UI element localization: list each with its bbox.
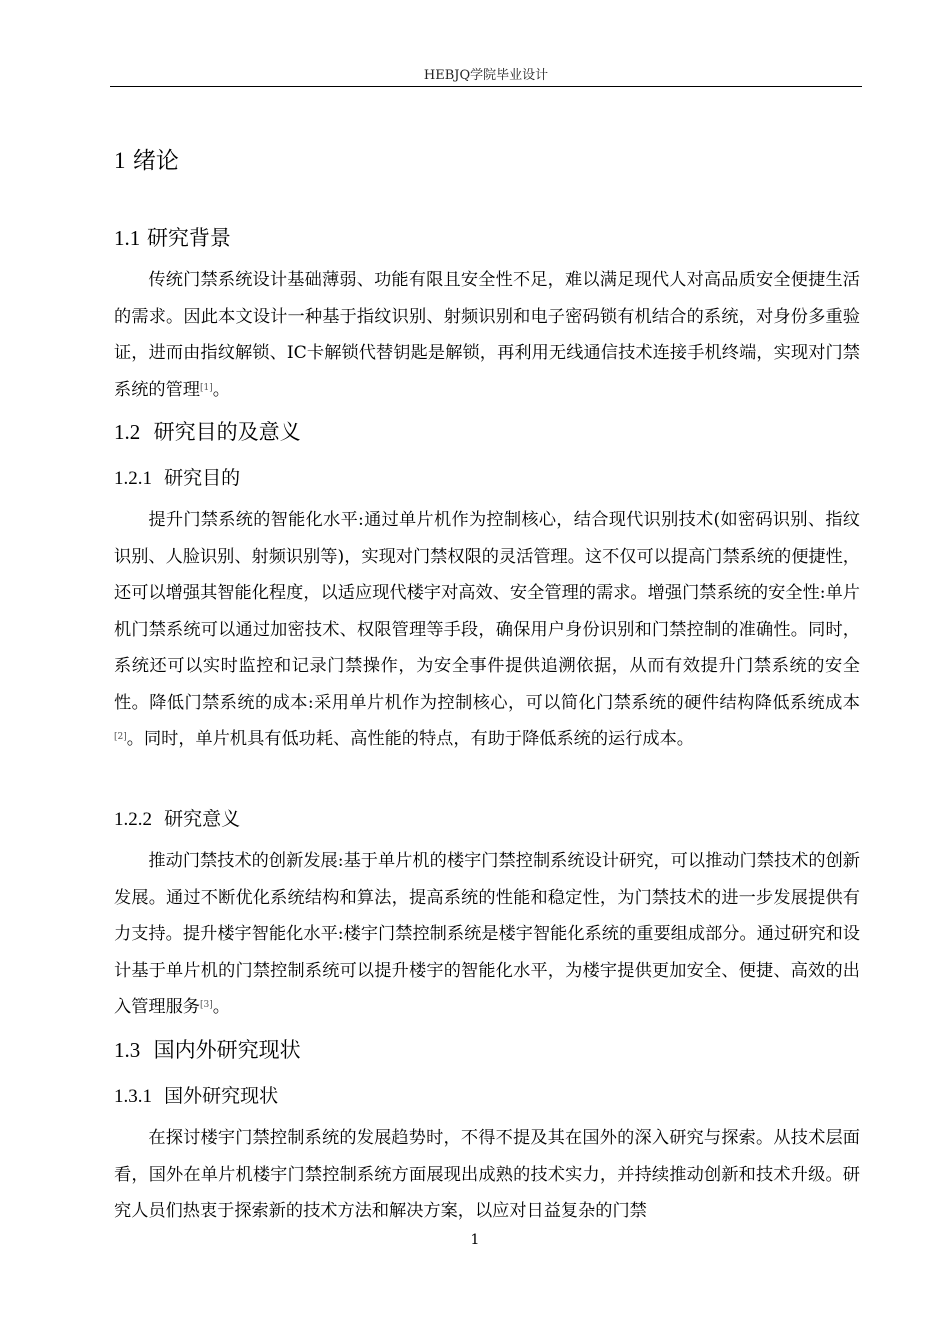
paragraph-significance — [114, 843, 860, 1026]
citation-ref: [2] — [114, 732, 127, 742]
paragraph-text: 传统门禁系统设计基础薄弱、功能有限且安全性不足，难以满足现代人对高品质安全便捷生活的需求。因此本文设计一种基于指纹识别、射频识别和电子密码锁有机结合的系统，对身份多重验证，进而由指纹解锁、IC卡解锁代替钥匙是解锁，再利用无线通信技术连接手机终端，实现对门禁系统的管理 — [114, 270, 860, 400]
paragraph-text: 推动门禁技术的创新发展:基于单片机的楼宇门禁控制系统设计研究，可以推动门禁技术的创新发展。通过不断优化系统结构和算法，提高系统的性能和稳定性，为门禁技术的进一步发展提供有力支持。提升楼宇智能化水平:楼宇门禁控制系统是楼宇智能化系统的重要组成部分。通过研究和设计基于单片机的门禁控制系统可以提升楼宇的智能化水平，为楼宇提供更加安全、便捷、高效的出入管理服务 — [114, 851, 860, 1017]
paragraph-purpose — [114, 502, 860, 758]
chapter-title-text: 绪论 — [132, 148, 179, 174]
section-number: 1.2 — [114, 420, 141, 444]
section-number: 1.3 — [114, 1038, 141, 1062]
subsection-heading-1-3-1 — [114, 1083, 860, 1110]
section-number: 1.2.2 — [114, 809, 152, 830]
section-heading-1-1 — [114, 224, 860, 252]
section-heading-1-3 — [114, 1036, 860, 1064]
paragraph-foreign-research: 在探讨楼宇门禁控制系统的发展趋势时，不得不提及其在国外的深入研究与探索。从技术层面看，国外在单片机楼宇门禁控制系统方面展现出成熟的技术实力，并持续推动创新和技术升级。研究人员们热衷于探索新的技术方法和解决方案，以应对日益复杂的门禁 — [114, 1128, 860, 1221]
citation-ref: [1] — [199, 382, 213, 393]
page-header: HEBJQ学院毕业设计 — [423, 68, 549, 83]
header-rule — [110, 86, 862, 87]
section-title: 国内外研究现状 — [153, 1038, 301, 1062]
paragraph-text: 提升门禁系统的智能化水平:通过单片机作为控制核心，结合现代识别技术(如密码识别、指纹识别、人脸识别、射频识别等)，实现对门禁权限的灵活管理。这不仅可以提高门禁系统的便捷性，还可以增强其智能化程度，以适应现代楼宇对高效、安全管理的需求。增强门禁系统的安全性:单片机门禁系统可以通过加密技术、权限管理等手段，确保用户身份识别和门禁控制的准确性。同时，系统还可以实时监控和记录门禁操作，为安全事件提供追溯依据，从而有效提升门禁系统的安全性。降低门禁系统的成本:采用单片机作为控制核心，可以简化门禁系统的硬件结构降低系统成本 — [114, 510, 860, 713]
section-number: 1.3.1 — [114, 1086, 152, 1107]
section-title: 国外研究现状 — [164, 1085, 279, 1107]
section-number: 1.1 — [114, 226, 141, 250]
chapter-title — [114, 146, 860, 176]
section-title: 研究背景 — [146, 226, 231, 250]
section-title: 研究意义 — [164, 808, 241, 830]
paragraph-end: 。 — [212, 997, 230, 1017]
citation-ref: [3] — [199, 1000, 213, 1010]
chapter-number: 1 — [114, 148, 126, 173]
paragraph-end: 。 — [212, 379, 230, 400]
section-title: 研究目的及意义 — [153, 420, 301, 444]
section-title: 研究目的 — [164, 467, 241, 489]
paragraph-end: 。同时，单片机具有低功耗、高性能的特点，有助于降低系统的运行成本。 — [126, 729, 694, 749]
page-number: 1 — [470, 1232, 480, 1248]
section-heading-1-2 — [114, 418, 860, 446]
subsection-heading-1-2-2 — [114, 806, 860, 833]
subsection-heading-1-2-1 — [114, 465, 860, 492]
paragraph-background — [114, 262, 860, 408]
section-number: 1.2.1 — [114, 468, 152, 489]
